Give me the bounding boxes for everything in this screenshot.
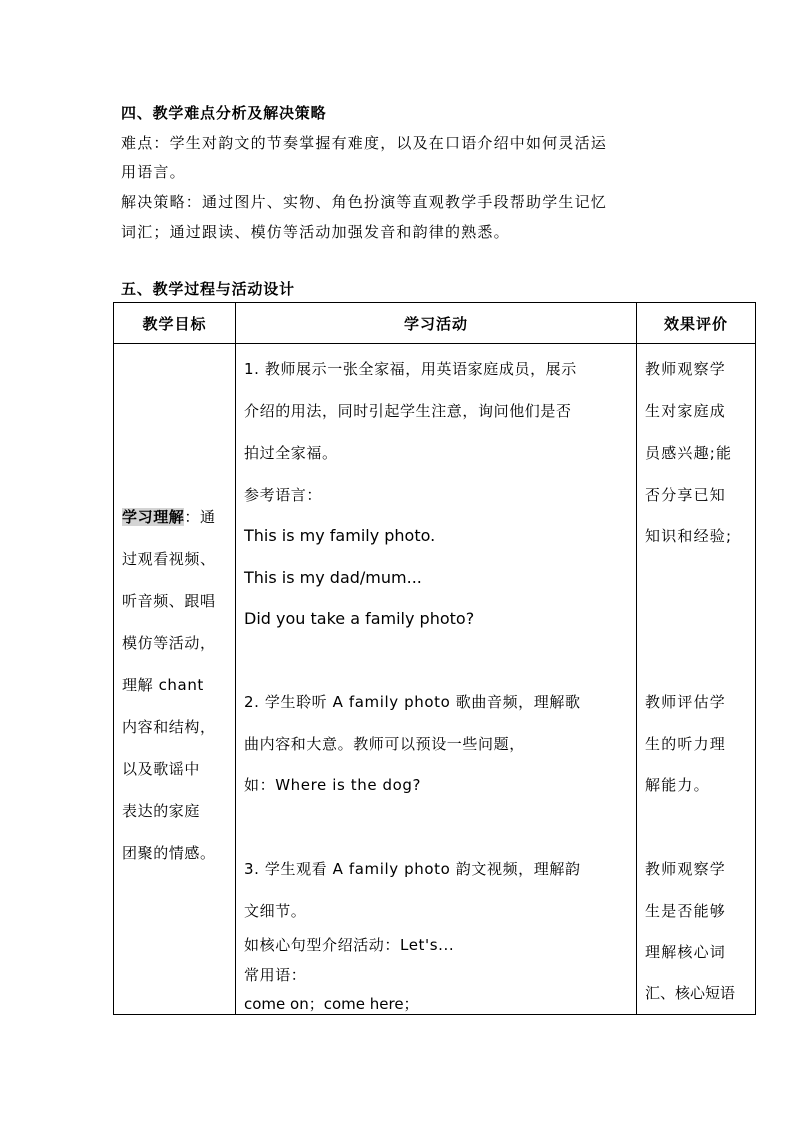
table-row: [114, 344, 756, 1015]
objective-line: 过观看视频、: [122, 550, 216, 568]
evaluation1-line: 否分享已知: [645, 486, 727, 504]
activity1-english-line: This is my dad/mum...: [244, 568, 422, 587]
objective-line1-rest: ：通: [184, 508, 216, 526]
objective-line: 以及歌谣中: [122, 760, 201, 778]
objective-cell: [114, 344, 236, 1015]
section5-heading: 五、教学过程与活动设计: [121, 280, 295, 298]
activity1-line: 介绍的用法，同时引起学生注意，询问他们是否: [244, 402, 572, 420]
evaluation2-line: 教师评估学: [645, 693, 727, 711]
evaluation1-line: 生对家庭成: [645, 402, 727, 420]
activity3-line: 常用语：: [244, 966, 307, 984]
evaluation-cell: [637, 344, 756, 1015]
activity1-english-line: This is my family photo.: [244, 526, 436, 545]
objective-line: 模仿等活动，: [122, 634, 216, 652]
evaluation3-line: 汇、核心短语: [645, 984, 736, 1002]
evaluation3-line: 教师观察学: [645, 860, 727, 878]
activity3-english-line: come on；come here；: [244, 995, 419, 1013]
evaluation2-line: 生的听力理: [645, 735, 727, 753]
evaluation3-line: 理解核心词: [645, 943, 727, 961]
activity3-line: 文细节。: [244, 902, 307, 920]
section4-heading: 四、教学难点分析及解决策略: [121, 104, 327, 122]
activity1-english-line: Did you take a family photo?: [244, 609, 475, 628]
activity3-line: 3. 学生观看 A family photo 韵文视频，理解韵: [244, 860, 581, 878]
objective-line: 团聚的情感。: [122, 844, 216, 862]
evaluation3-line: 生是否能够: [645, 902, 727, 920]
difficulty-text-line2: 用语言。: [121, 163, 186, 181]
teaching-process-table: [113, 302, 756, 1015]
activity3-line: 如核心句型介绍活动：Let's...: [244, 936, 455, 954]
header-objective: 教学目标: [114, 303, 236, 344]
evaluation1-line: 教师观察学: [645, 360, 727, 378]
objective-line: 内容和结构，: [122, 718, 216, 736]
activity1-line: 1. 教师展示一张全家福，用英语家庭成员，展示: [244, 360, 577, 378]
activity1-line: 参考语言：: [244, 486, 323, 504]
evaluation1-line: 知识和经验;: [645, 527, 733, 545]
table-header-row: [114, 303, 756, 344]
activity2-line: 2. 学生聆听 A family photo 歌曲音频，理解歌: [244, 693, 581, 711]
objective-line: 表达的家庭: [122, 802, 201, 820]
activity2-line: 曲内容和大意。教师可以预设一些问题，: [244, 735, 525, 753]
evaluation2-line: 解能力。: [645, 776, 710, 794]
activity1-line: 拍过全家福。: [244, 444, 338, 462]
difficulty-text-line1: 难点：学生对韵文的节奏掌握有难度，以及在口语介绍中如何灵活运: [121, 134, 608, 152]
evaluation1-line: 员感兴趣;能: [645, 444, 733, 462]
header-activities: 学习活动: [236, 303, 637, 344]
objective-highlight: 学习理解: [122, 508, 185, 526]
objective-line: [122, 508, 216, 526]
strategy-text-line2: 词汇；通过跟读、模仿等活动加强发音和韵律的熟悉。: [121, 223, 510, 241]
objective-line: 理解 chant: [122, 676, 204, 694]
header-evaluation: 效果评价: [637, 303, 756, 344]
strategy-text-line1: 解决策略：通过图片、实物、角色扮演等直观教学手段帮助学生记忆: [121, 193, 608, 211]
objective-line: 听音频、跟唱: [122, 592, 216, 610]
activity2-line: 如：Where is the dog?: [244, 776, 422, 794]
activities-cell: [236, 344, 637, 1015]
